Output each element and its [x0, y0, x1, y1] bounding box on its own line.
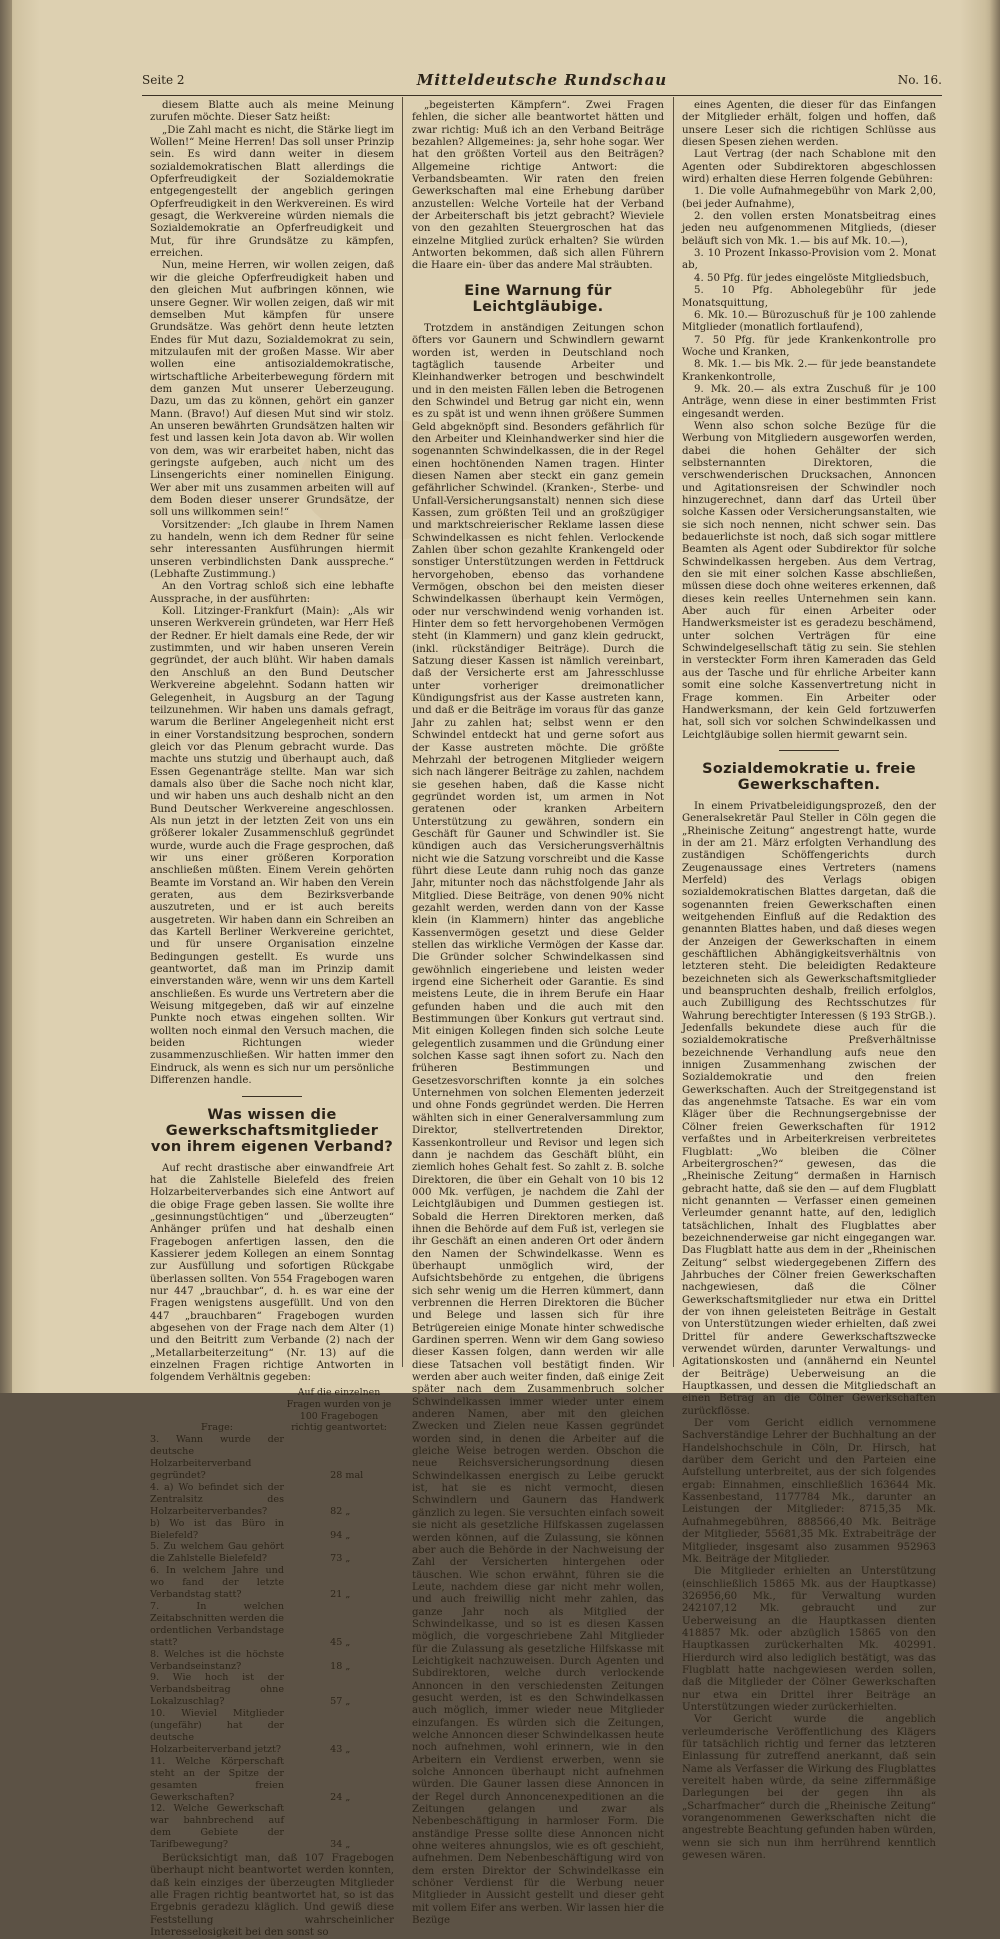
table-row — [150, 1601, 394, 1649]
issue-number: No. 16. — [897, 73, 942, 87]
answer-unit-cell: „ — [345, 1589, 351, 1601]
article-headline: Was wissen die Gewerkschaftsmitglieder von ihrem eigenen Verband? — [150, 1106, 394, 1155]
table-row — [150, 1803, 394, 1851]
answer-value-cell: 57 — [330, 1696, 343, 1708]
question-cell: 4. a) Wo befindet sich der Zentralsitz des Holzarbeiterverbandes? — [150, 1481, 284, 1517]
article-body — [150, 1163, 394, 1385]
table-row — [150, 1708, 394, 1756]
table-row — [150, 1672, 394, 1708]
paragraph: 4. 50 Pfg. für jedes eingelöste Mitgliedsbuch, — [694, 272, 929, 284]
column-left — [150, 100, 394, 1939]
answer-value-cell: 28 — [330, 1470, 343, 1482]
page-label: Seite 2 — [142, 73, 185, 87]
table-row — [150, 1541, 394, 1565]
answer-value-cell: 24 — [330, 1791, 343, 1803]
paragraph: In einem Privatbeleidigungsprozeß, den der Generalsekretär Paul Steller in Cöln gegen die „Rheinische Zeitung“ angestrengt hatte, wurde in der am 21. März erfolgten Verhandlung des zuständigen Schöffengerichts durch Zeugenaussage eines Vertreters (namens Merfeld) des Verlags obigen sozialdemokratischen Blattes dargetan, daß die sogenannten freien Gewerkschaften einen weitgehenden Einfluß auf die Redaktion des genannten Blattes haben, und daß dieses wegen der Anzeigen der Gewerkschaften in einem geschäftlichen Abhängigkeitsverhältnis von letzteren steht. Die beleidigten Redakteure bezeichneten sich als Gewerkschaftsmitglieder und beanspruchten deshalb, freilich erfolglos, auch Zubilligung des Rechtsschutzes für Wahrung berechtigter Interessen (§ 193 StrGB.). Jedenfalls bekundete diese auch für die sozialdemokratische Preßverhältnisse bezeichnende Verhandlung aufs neue den innigen Zusammenhang zwischen der Sozialdemokratie und den freien Gewerkschaften. Auch der Streitgegenstand ist das angenehmste Tatsache. Es war ein vom Kläger über die Rechnungsergebnisse der Cölner freien Gewerkschaften für 1912 verfaßtes und in Arbeiterkreisen verbreitetes Flugblatt: „Wo bleiben die Cölner Arbeitergroschen?“ gewesen, das die „Rheinische Zeitung“ dermaßen in Harnisch gebracht hatte, daß sie den — auf dem Flugblatt nicht genannten — Verfasser einen gemeinen Verleumder genannt hatte, auf den, lediglich tatsächlichen, Inhalt des Flugblattes aber bezeichnenderweise gar nicht eingegangen war. Das Flugblatt hatte aus dem in der „Rheinischen Zeitung“ selbst wiedergegebenen Ziffern des Jahrbuches der Cölner freien Gewerkschaften nachgewiesen, daß die Cölner Gewerkschaftsmitglieder nur etwa ein Drittel der von ihnen geleisteten Beiträge in Gestalt von Unterstützungen wieder erhielten, daß zwei Drittel für andere Gewerkschaftszwecke verwendet würden, darunter Verwaltungs- und Agitationskosten und (annähernd ein Neuntel der Beiträge) Ueberweisung an die Hauptkassen, und dessen die Mitgliedschaft an einen Betrag an die Cölner Gewerkschaften zurückflösse. — [682, 800, 936, 1417]
page-binding-left — [0, 0, 12, 1393]
paragraph: „Die Zahl macht es nicht, die Stärke liegt im Wollen!“ Meine Herren! Das soll unser Prinzip sein. Es wird dann weiter in diesem sozialdemokratischen Blatt allerdings die Opferfreudigkeit der Sozialdemokratie entgegengestellt der angeblich geringen Opferfreudigkeit in den Werkvereinen. Es wird gesagt, die Werkvereine würden niemals die Sozialdemokratie an Opferfreudigkeit und Mut, für ihre Grundsätze zu kämpfen, erreichen. — [150, 124, 394, 260]
answer-value-cell: 45 — [330, 1636, 343, 1648]
paragraph: Wenn also schon solche Bezüge für die Werbung von Mitgliedern ausgeworfen werden, dabei die hohen Gehälter der sich selbsternannten Direktoren, die verschwenderischen Drucksachen, Annoncen und Agitationsreisen der Schwindler noch hinzugerechnet, dann darf das Urteil über solche Kassen oder Versicherungsanstalten, wie sie sich noch nennen, nicht schwer sein. Das bedauerlichste ist noch, daß sich sogar mittlere Beamten als Agent oder Subdirektor für solche Schwindelkassen hergeben. Aus dem Vertrag, den sie mit einer solchen Kasse abschließen, müssen diese doch ohne weiteres erkennen, daß dieses kein reelles Unternehmen sein kann. Aber auch für einen Arbeiter oder Handwerksmeister ist es geradezu beschämend, unter solchen Verträgen für eine Schwindelgesellschaft tätig zu sein. Sie stehlen in versteckter Form ihren Kameraden das Geld aus der Tasche und für ehrliche Arbeiter kann somit eine solche Kassenvertretung nicht in Frage kommen. Ein Arbeiter oder Handwerksmann, der kein Geld fortzuwerfen hat, soll sich vor solchen Schwindelkassen und Leichtgläubige sollen hiermit gewarnt sein. — [682, 420, 936, 741]
answer-unit-cell: „ — [345, 1743, 351, 1755]
paragraph: 8. Mk. 1.— bis Mk. 2.— für jede beanstandete Krankenkontrolle, — [682, 359, 936, 383]
table-header-result: Auf die einzelnen Fragen wurden von je 100 Fragebogen richtig geantwortet: — [286, 1386, 392, 1434]
question-cell: 5. Zu welchem Gau gehört die Zahlstelle Bielefeld? — [150, 1541, 284, 1565]
question-cell: 7. In welchen Zeitabschnitten werden die ordentlichen Verbandstage statt? — [150, 1601, 284, 1648]
paragraph: Der vom Gericht eidlich vernommene Sachverständige Lehrer der Buchhaltung an der Handelshochschule in Cöln, Dr. Hirsch, hat darüber dem Gericht und den Parteien eine Aufstellung unterbreitet, aus der sich folgendes ergab: Einnahmen, einschließlich 163644 Mk. Kassenbestand, 1177784 Mk., darunter an Leistungen der Mitglieder: 8715,35 Mk. Aufnahmegebühren, 888566,40 Mk. Beiträge der Mitglieder, 55681,35 Mk. Extrabeiträge der Mitglieder, insgesamt also zusammen 952963 Mk. Beiträge der Mitglieder. — [682, 1418, 936, 1565]
answer-unit-cell: mal — [345, 1470, 364, 1482]
answer-value-cell: 82 — [330, 1505, 343, 1517]
question-cell: 6. In welchem Jahre und wo fand der letzte Verbandstag statt? — [150, 1565, 284, 1601]
answer-value-cell: 18 — [330, 1660, 343, 1672]
header-rule — [142, 95, 942, 96]
paragraph: Auf recht drastische aber einwandfreie Art hat die Zahlstelle Bielefeld des freien Holzarbeiterverbandes sich eine Antwort auf die obige Frage geben lassen. Sie wollte ihre „gesinnungstüchtigen“ und „überzeugten“ Anhänger prüfen und hat deshalb einen Fragebogen anfertigen lassen, den die Kassierer jedem Kollegen an einem Sonntag zur Ausfüllung und sofortigen Rückgabe überlassen sollten. Von 554 Fragebogen waren nur 447 „brauchbar“, d. h. es war eine der Fragen wenigstens ausgefüllt. Und von den 447 „brauchbaren“ Fragebogen wurden abgesehen von der Frage nach dem Alter (1) und den Beitritt zum Verbande (2) nach der „Metallarbeiterzeitung“ (Nr. 13) auf die einzelnen Fragen richtige Antworten in folgendem Verhältnis gegeben: — [150, 1162, 394, 1384]
paragraph: diesem Blatte auch als meine Meinung zurufen möchte. Dieser Satz heißt: — [150, 100, 394, 124]
newspaper-title: Mitteldeutsche Rundschau — [416, 71, 668, 89]
table-row — [150, 1756, 394, 1804]
paragraph: Vor Gericht wurde die angeblich verleumderische Veröffentlichung des Klägers für tatsächlich richtig und ferner das letzteren Einlassung für zutreffend anerkannt, daß sein Name als Verfasser die Wirkung des Flugblattes vereitelt haben würde, da seine ziffernmäßige Darlegungen bei der gegen ihn als „Scharfmacher“ durch die „Rheinische Zeitung“ vorangenommenen Gewerkschaften nicht die angestrebte Beachtung gefunden haben würden, wenn sie sich nun ihm herrührend kenntlich gewesen wären. — [682, 1714, 936, 1862]
paragraph: 5. 10 Pfg. Abholegebühr für jede Monatsquittung, — [682, 285, 936, 309]
page-binding-right — [990, 0, 1000, 1393]
paragraph: An den Vortrag schloß sich eine lebhafte Aussprache, in der ausführten: — [150, 581, 394, 605]
answer-unit-cell: „ — [345, 1791, 351, 1803]
table-row — [150, 1518, 394, 1542]
question-cell: b) Wo ist das Büro in Bielefeld? — [150, 1517, 284, 1541]
article-body — [682, 421, 936, 742]
column-divider — [673, 97, 674, 1367]
paragraph: 7. 50 Pfg. für jede Krankenkontrolle pro Woche und Kranken, — [682, 334, 936, 358]
survey-table — [150, 1387, 394, 1851]
answer-value-cell: 21 — [330, 1589, 343, 1601]
answer-unit-cell: „ — [345, 1553, 351, 1565]
article-body — [150, 100, 394, 1088]
table-row — [150, 1482, 394, 1518]
article-body — [412, 323, 664, 1928]
answer-value-cell: 73 — [330, 1553, 343, 1565]
article-headline: Sozialdemokratie u. freie Gewerkschaften. — [702, 760, 916, 793]
answer-value-cell: 34 — [330, 1839, 343, 1851]
table-row — [150, 1565, 394, 1601]
answer-unit-cell: „ — [345, 1696, 351, 1708]
page-header — [142, 73, 942, 93]
question-cell: 8. Welches ist die höchste Verbandseinstanz? — [150, 1648, 284, 1672]
paragraph: Vorsitzender: „Ich glaube in Ihrem Namen zu handeln, wenn ich dem Redner für seine sehr interessanten Ausführungen hiermit unseren verbindlichsten Dank ausspreche.“ (Lebhafte Zustimmung.) — [150, 519, 394, 581]
paragraph: Laut Vertrag (der nach Schablone mit den Agenten oder Subdirektoren abgeschlossen wird) erhalten diese Herren folgende Gebühren: — [682, 149, 936, 186]
answer-unit-cell: „ — [345, 1636, 351, 1648]
paragraph: 2. den vollen ersten Monatsbeitrag eines jeden neu aufgenommenen Mitglieds, (dieser beläuft sich von Mk. 1.— bis auf Mk. 10.—), — [682, 211, 936, 247]
paragraph: eines Agenten, die dieser für das Einfangen der Mitglieder erhält, folgen und hoffen, daß unsere Leser sich die richtigen Schlüsse aus diesen Spesen ziehen werden. — [682, 100, 936, 149]
column-divider — [402, 97, 403, 1367]
paragraph: Nun, meine Herren, wir wollen zeigen, daß wir die gleiche Opferfreudigkeit haben und den gleichen Mut aufbringen können, wie unsere Gegner. Wir wollen zeigen, daß wir mit demselben Mut kämpfen für unsere Grundsätze. Was gehört denn heute letzten Endes für Mut dazu, Sozialdemokrat zu sein, mitzulaufen mit der großen Masse. Wir aber wollen eine antisozialdemokratische, wirtschaftliche Arbeiterbewegung fördern mit dem ganzen Mut unserer Ueberzeugung. Dazu, um das zu können, gehört ein ganzer Mann. (Bravo!) Auf diesen Mut sind wir stolz. An unseren bewährten Grundsätzen halten wir fest und lassen kein Jota davon ab. Wir wollen von dem, was wir erarbeitet haben, nicht das geringste aufgeben, auch nicht um des Linsengerichts einer nominellen Einigung. Wer aber mit uns zusammen arbeiten will auf dem Boden dieser unserer Grundsätze, der soll uns willkommen sein!“ — [150, 260, 394, 519]
article-headline: Eine Warnung für Leichtgläubige. — [464, 282, 612, 315]
column-middle — [412, 100, 664, 1927]
table-row — [150, 1434, 394, 1482]
paragraph: Trotzdem in anständigen Zeitungen schon öfters vor Gaunern und Schwindlern gewarnt worden ist, werden in Deutschland noch tagtäglich tausende Arbeiter und Kleinhandwerker betrogen und beschwindelt und in den meisten Fällen leben die Betrogenen den Schwindel und Betrug gar nicht ein, wenn es zu spät ist und wenn ihnen größere Summen Geld abgeknöpft sind. Besonders gefährlich für den Arbeiter und Kleinhandwerker sind hier die sogenannten Schwindelkassen, die in der Regel einen hochtönenden Namen tragen. Hinter diesen Namen aber steckt ein ganz gemein gefährlicher Schwindel. (Kranken-, Sterbe- und Unfall-Versicherungsanstalt) nennen sich diese Kassen, zum größten Teil und an großzügiger und marktschreierischer Reklame lassen diese Schwindelkassen es nicht fehlen. Verlockende Zahlen über schon gezahlte Krankengeld oder sonstiger Unterstützungen werden in Fettdruck hervorgehoben, ebenso das vorhandene Vermögen, obschon bei den meisten dieser Schwindelkassen überhaupt kein Vermögen, oder nur verschwindend wenig vorhanden ist. Hinter dem so fett hervorgehobenen Vermögen steht (in Klammern) und ganz klein gedruckt, (inkl. rückständiger Beiträge). Durch die Satzung dieser Kassen ist nämlich vereinbart, daß der Versicherte erst am Jahresschlusse unter vorheriger dreimonatlicher Kündigungsfrist aus der Kasse austreten kann, und daß er die Beiträge im voraus für das ganze Jahr zu zahlen hat; selbst wenn er den Schwindel entdeckt hat und gerne sofort aus der Kasse austreten möchte. Die größte Mehrzahl der betrogenen Mitglieder weigern sich nach längerer Beiträge zu zahlen, nachdem sie gesehen haben, daß die Kasse nicht gegründet worden ist, um armen in Not geratenen oder kranken Arbeitern Unterstützung zu gewähren, sondern ein Geschäft für Gauner und Schwindler ist. Sie kündigen auch das Versicherungsverhältnis nicht wie die Satzung vorschreibt und die Kasse führt diese Leute dann ruhig noch das ganze Jahr, mitunter noch das nächstfolgende Jahr als Mitglied. Diese Beiträge, von denen 90% nicht gezahlt werden, werden dann von der Kasse klein (in Klammern) hinter das angebliche Kassenvermögen gesetzt und diese Gelder stellen das wirkliche Vermögen der Kasse dar. Die Gründer solcher Schwindelkassen sind gewöhnlich eingeriebene und leisten weder irgend eine Sicherheit oder Garantie. Es sind meistens Leute, die in ihrem Berufe ein Haar gefunden haben und die auch mit den Bestimmungen über Konkurs gut vertraut sind. Mit einigen Kollegen finden sich solche Leute gelegentlich zusammen und die Gründung einer solchen Kasse sagt ihnen sofort zu. Nach den früheren Bestimmungen und Gesetzesvorschriften konnte ja ein solches Unternehmen von solchen Elementen jederzeit und ohne Fonds gegründet werden. Die Herren wählten sich in einer Generalversammlung zum Direktor, stellvertretenden Direktor, Kassenkontrolleur und Revisor und legen sich dann je nachdem das Geschäft blüht, ein ziemlich hohes Gehalt fest. So zahlt z. B. solche Direktoren, die über ein Gehalt von 10 bis 12 000 Mk. verfügen, je nachdem die Zahl der Leichtgläubigen und Dummen gestiegen ist. Sobald die Herren Direktoren merken, daß ihnen die Behörde auf dem Fuß ist, verlegen sie ihr Geschäft an einen anderen Ort oder ändern den Namen der Schwindelkasse. Wenn es überhaupt unmöglich wird, der Aufsichtsbehörde zu entgehen, die übrigens sich sehr wenig um die Herren kümmert, dann verbrennen die Herren Direktoren die Bücher und Belege und lassen sich für ihre Betrügereien einige Monate hinter schwedische Gardinen sperren. Wenn wir dem Gang sowieso dieser Kassen folgen, dann werden wir alle diese Tatsachen voll bestätigt finden. Wir werden aber auch weiter finden, daß einige Zeit später nach dem Zusammenbruch solcher Schwindelkassen immer wieder unter einem anderen Namen, aber mit den gleichen Zwecken und Zielen neue Kassen gegründet worden sind, in denen die Arbeiter auf die gleiche Weise betrogen werden. Obschon die neue Reichsversicherungsordnung diesen Schwindelkassen energisch zu Leibe geruckt ist, hat sie es nicht vermocht, diesen Schwindlern und Gaunern das Handwerk gänzlich zu legen. Sie versuchten einfach soweit sie nicht als gesetzliche Hilfskassen zugelassen werden können, auf die Zulassung, sie können aber auch die Behörde in der Nachweisung der Zahl der Versicherten hintergehen oder täuschen. Wie schon erwähnt, führen sie die Leute, nachdem diese gar nicht mehr wollen, und auch freiwillig nicht mehr zahlen, das ganze Jahr noch als Mitglied der Schwindelkasse, und so ist es diesen Kassen möglich, die vorgeschriebene Zahl Mitglieder für die Zulassung als gesetzliche Hilfskasse mit Leichtigkeit nachzuweisen. Durch Agenten und Subdirektoren, welche durch verlockende Annoncen in den verschiedensten Zeitungen gesucht werden, ist es den Schwindelkassen auch möglich, immer wieder neue Mitglieder einzufangen. Es würden sich die Zeitungen, welche Annoncen dieser Schwindelkassen heute noch aufnehmen, wohl erinnern, wie in den Arbeitern ein Verdienst erwerben, wenn sie solche Annoncen überhaupt nicht aufnehmen würden. Die Gauner lassen diese Annoncen in der Regel durch Annoncenexpeditionen an die Zeitungen gelangen und zwar als Nebenbeschäftigung in harmloser Form. Die anständige Presse sollte diese Annoncen nicht ohne weiteres ahnungslos, wie es oft geschieht, aufnehmen. Dem Nebenbeschäftigung wird von dem ersten Direktor der Schwindelkasse ein schöner Verdienst für die Werbung neuer Mitglieder in Aussicht gestellt und dieser geht mit vollem Eifer ans werben. Wir lassen hier die Bezüge — [412, 322, 664, 1927]
paragraph: 3. 10 Prozent Inkasso-Provision vom 2. Monat ab, — [682, 248, 936, 272]
answer-value-cell: 94 — [330, 1529, 343, 1541]
section-separator — [779, 750, 839, 751]
answer-unit-cell: „ — [345, 1660, 351, 1672]
paragraph: „begeisterten Kämpfern“. Zwei Fragen fehlen, die sicher alle beantwortet hätten und zwar richtig: Muß ich an den Verband Beiträge bezahlen? Allgemeines: ja, sehr hohe sogar. Wer hat den größten Vorteil aus den Beiträgen? Allgemeine richtige Antwort: die Verbandsbeamten. Wir raten den freien Gewerkschaften mal eine Erhebung darüber anzustellen: Welche Vorteile hat der Verband der Arbeiterschaft bis jetzt gebracht? Wieviele von den gezahlten Steuergroschen hat das einzelne Mitglied zurück erhalten? Sie würden Antworten bekommen, daß sich allen Führern die Haare ein- über das andere Mal sträubten. — [412, 100, 664, 272]
table-header-row — [150, 1387, 394, 1435]
article-body — [150, 1853, 394, 1939]
article-body — [682, 801, 936, 1863]
question-cell: 12. Welche Gewerkschaft war bahnbrechend auf dem Gebiete der Tarifbewegung? — [150, 1803, 284, 1851]
paragraph: 9. Mk. 20.— als extra Zuschuß für je 100 Anträge, wenn diese in einer bestimmten Frist eingesandt werden. — [682, 383, 936, 420]
section-separator — [242, 1096, 302, 1097]
paragraph: Die Mitglieder erhielten an Unterstützung (einschließlich 15865 Mk. aus der Hauptkasse) 326956,60 Mk., für Verwaltung wurden 242107,12 Mk. gebraucht und zur Ueberweisung an die Hauptkassen dienten 418857 Mk. oder abzüglich 15865 von den Hauptkassen zurückerhalten Mk. 402991. Hierdurch wird also lediglich bestätigt, was das Flugblatt hatte nachgewiesen werden sollen, daß die Mitglieder der Cölner Gewerkschaften nur etwa ein Drittel ihrer Beiträge an Unterstützungen wieder zurückerhielten. — [682, 1566, 936, 1713]
table-header-question: Frage: — [200, 1422, 233, 1434]
paragraph: 6. Mk. 10.— Bürozuschuß für je 100 zahlende Mitglieder (monatlich fortlaufend), — [682, 309, 936, 334]
question-cell: 9. Wie hoch ist der Verbandsbeitrag ohne Lokalzuschlag? — [150, 1672, 284, 1708]
paragraph: 1. Die volle Aufnahmegebühr von Mark 2,00, (bei jeder Aufnahme), — [682, 186, 936, 210]
article-body — [412, 100, 664, 273]
question-cell: 3. Wann wurde der deutsche Holzarbeiterverband gegründet? — [150, 1434, 284, 1482]
paragraph: Berücksichtigt man, daß 107 Fragebogen überhaupt nicht beantwortet werden konnten, daß kein einziges der überzeugten Mitglieder alle Fragen richtig beantwortet hat, so ist das Ergebnis geradezu kläglich. Und gewiß diese Feststellung wahrscheinlicher Interesselosigkeit bei den sonst so — [150, 1853, 394, 1939]
question-cell: 11. Welche Körperschaft steht an der Spitze der gesamten freien Gewerkschaften? — [150, 1755, 284, 1803]
column-right — [682, 100, 936, 1862]
question-cell: 10. Wieviel Mitglieder (ungefähr) hat der deutsche Holzarbeiterverband jetzt? — [150, 1708, 284, 1755]
answer-value-cell: 43 — [330, 1743, 343, 1755]
answer-unit-cell: „ — [345, 1505, 351, 1517]
answer-unit-cell: „ — [345, 1839, 351, 1851]
article-body — [682, 100, 936, 186]
paragraph: Koll. Litzinger-Frankfurt (Main): „Als wir unseren Werkverein gründeten, war Herr Heß der Redner. Er hielt damals eine Rede, der wir zustimmten, und wir haben unseren Verein gegründet, der auch blüht. Wir haben damals den Anschluß an den Bund Deutscher Werkvereine abgelehnt. Sodann hatten wir Gelegenheit, in Augsburg an der Tagung teilzunehmen. Wir haben uns damals gefragt, warum die Berliner Angelegenheit nicht erst in einer Vorstandsitzung besprochen, sondern gleich vor das Plenum gebracht wurde. Das machte uns stutzig und überhaupt auch, daß Essen Gegenanträge stellte. Man war sich damals also über die Sache noch nicht klar, und wir haben uns auch deshalb nicht an den Bund Deutscher Werkvereine angeschlossen. Als nun jetzt in der letzten Zeit von uns ein größerer lokaler Zusammenschluß gegründet wurde, wurde auch die Frage gesprochen, daß wir uns einer größeren Korporation anschließen müßten. Einem Verein gehörten Beamte im Vorstand an. Wir haben den Verein geraten, aus dem Bezirksverbande auszutreten, und er ist auch bereits ausgetreten. Wir haben dann ein Schreiben an das Kartell Berliner Werkvereine gerichtet, und für unsere Organisation einzelne Bedingungen gestellt. Es wurde uns geantwortet, daß man im Prinzip damit einverstanden wäre, wenn wir uns dem Kartell anschließen. Es wurde uns Vertretern aber die Weisung mitgegeben, daß wir auf einzelne Punkte noch etwas eingehen sollten. Wir wollten noch einmal den Versuch machen, die beiden Richtungen wieder zusammenzuschließen. Wir hatten immer den Eindruck, als wenn es sich nur um persönliche Differenzen handle. — [150, 606, 394, 1087]
table-row — [150, 1649, 394, 1673]
answer-unit-cell: „ — [345, 1529, 351, 1541]
fee-list — [682, 186, 936, 421]
